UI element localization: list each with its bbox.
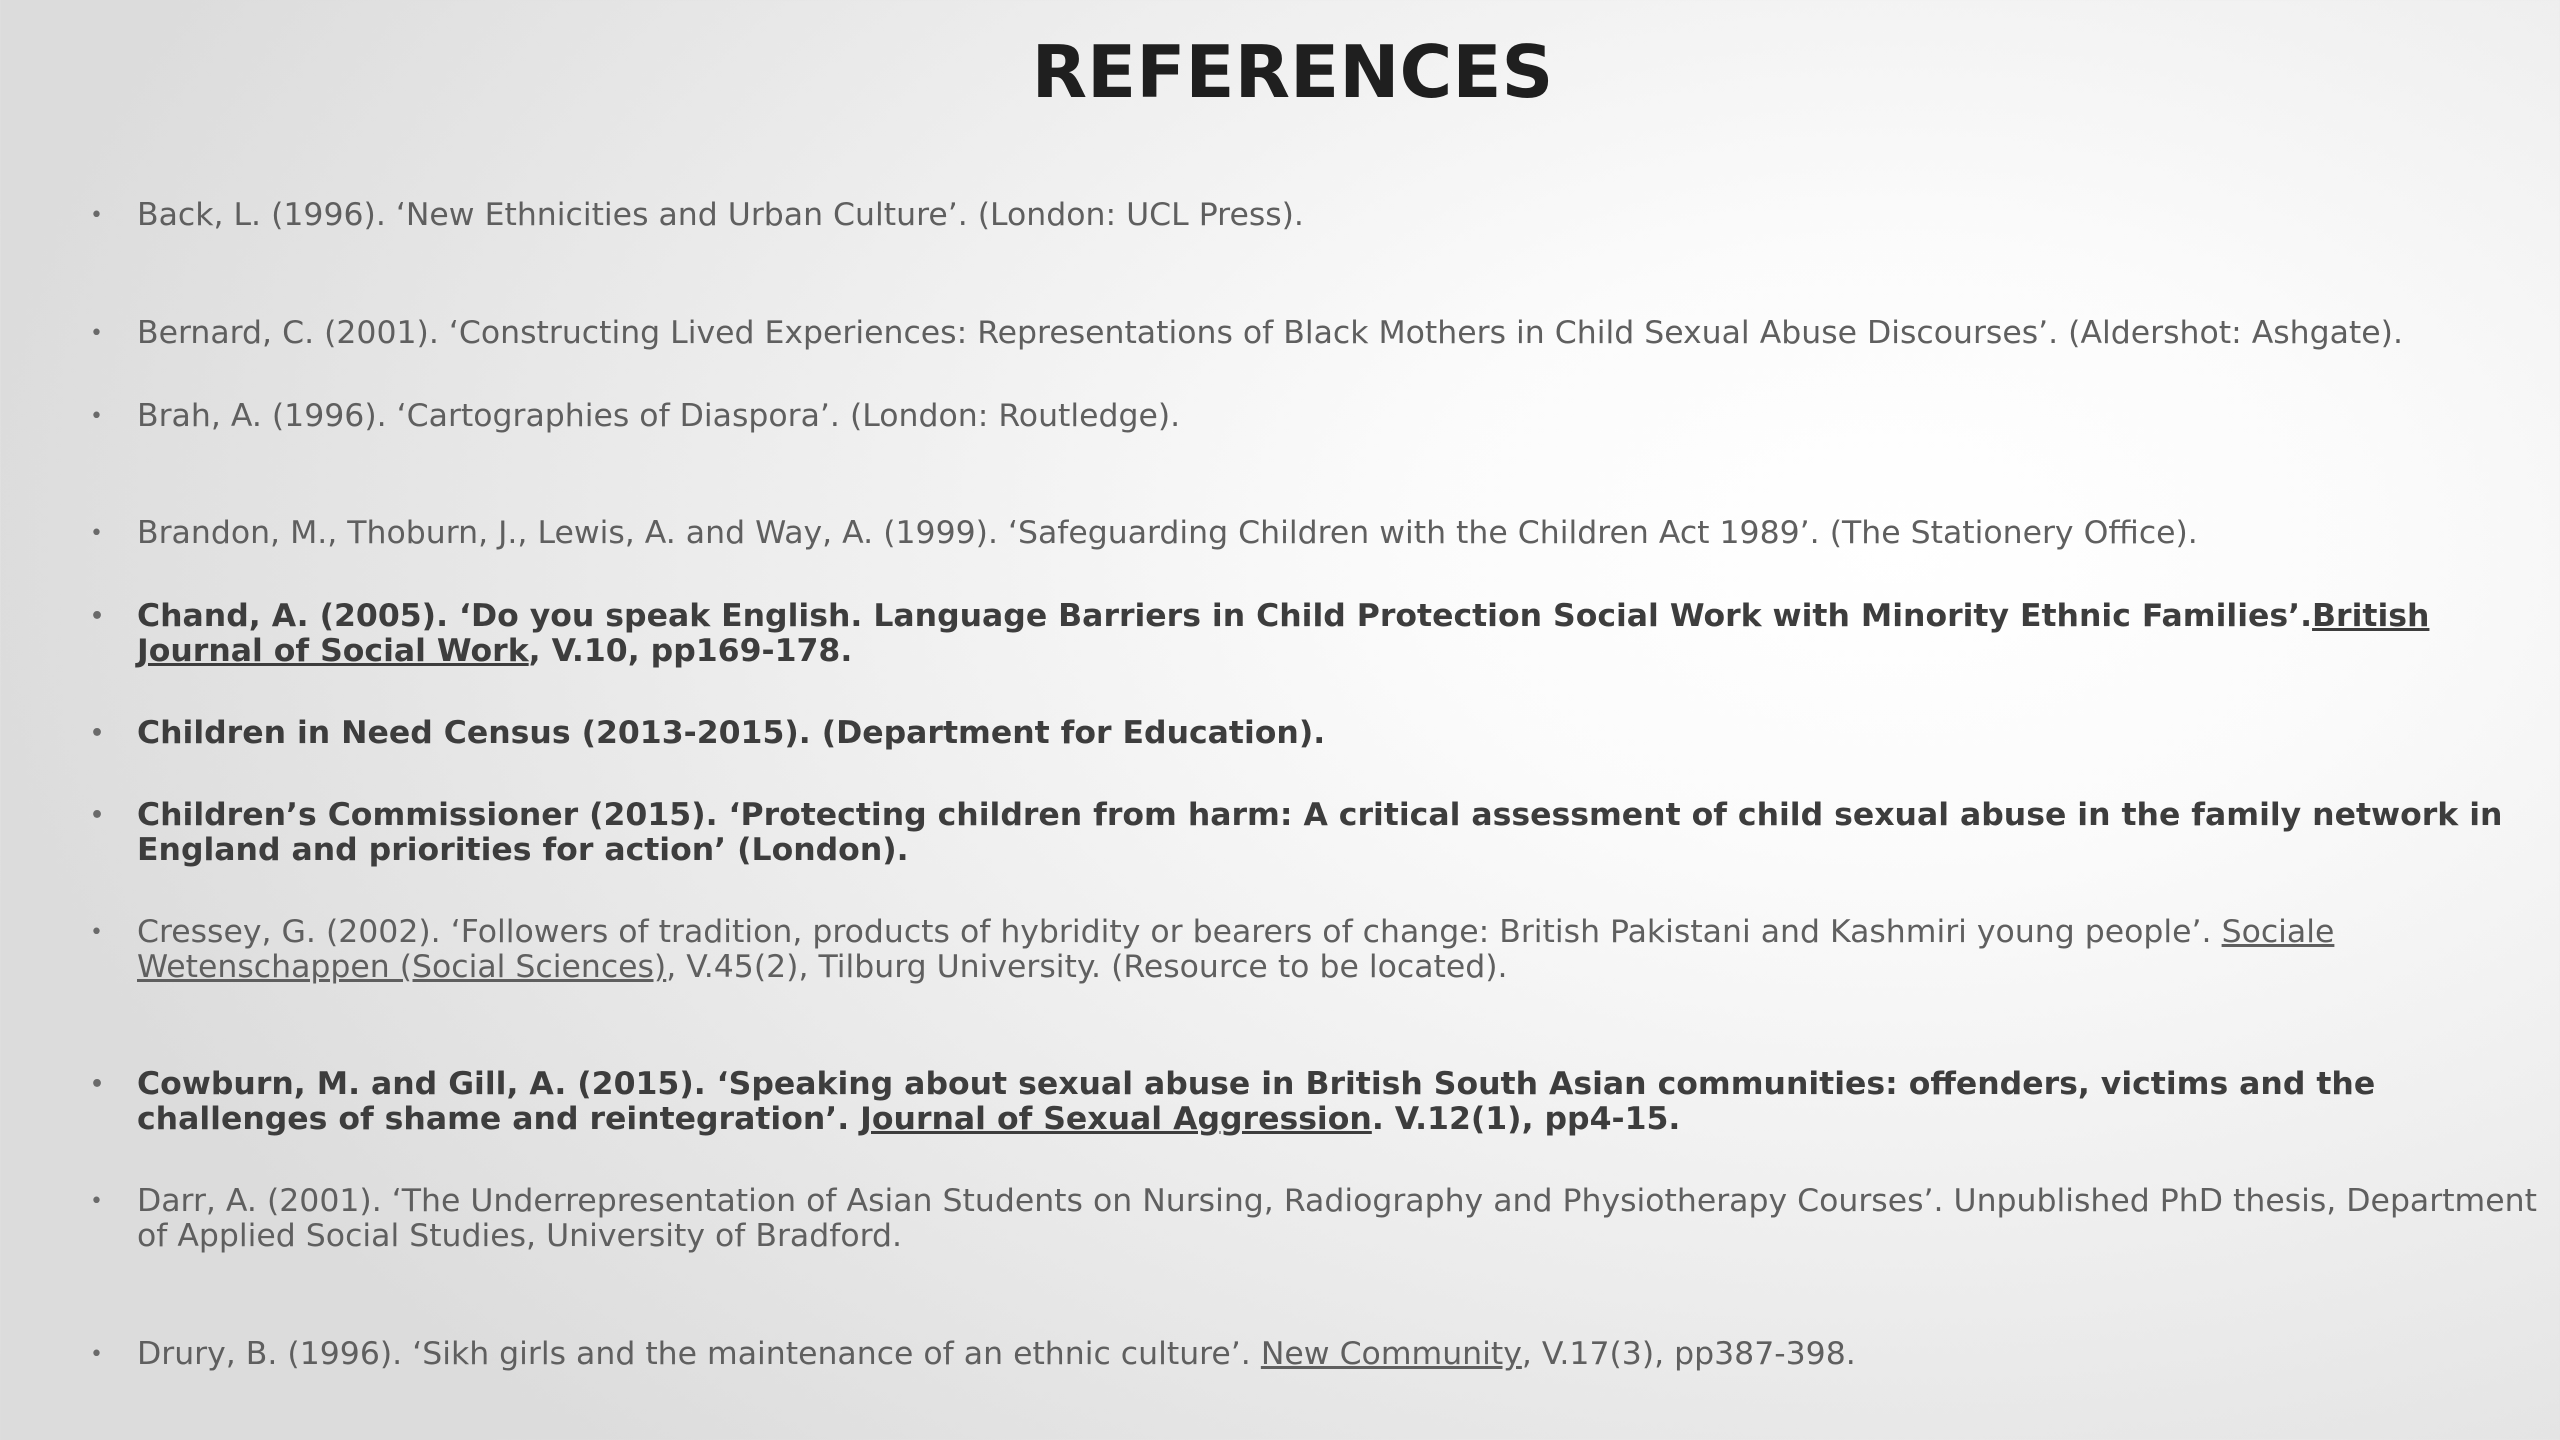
reference-text: . V.12(1), pp4-15. xyxy=(1371,1101,1681,1137)
reference-item xyxy=(137,516,2537,551)
reference-text: Drury, B. (1996). ‘Sikh girls and the maintenance of an ethnic culture’. xyxy=(137,1336,1261,1372)
reference-text: Chand, A. (2005). ‘Do you speak English. Language Barriers in Child Protection Social Work with Minority Ethnic Families’. xyxy=(137,598,2313,634)
reference-item xyxy=(137,399,2537,434)
page-title: REFERENCES xyxy=(1031,30,1554,114)
reference-text: Darr, A. (2001). ‘The Underrepresentation of Asian Students on Nursing, Radiography and Physiotherapy Courses’. Unpublished PhD thesis, Department of Applied Social Studies, University of Bradford. xyxy=(137,1183,2537,1254)
reference-text: , V.45(2), Tilburg University. (Resource to be located). xyxy=(666,949,1508,985)
reference-text: Children in Need Census (2013-2015). (Department for Education). xyxy=(137,715,1326,751)
reference-text: Cowburn, M. and Gill, A. (2015). ‘Speaking about sexual abuse in British South Asian communities: offenders, victims and the challenges of shame and reintegration’. xyxy=(137,1066,2376,1137)
reference-item xyxy=(137,798,2537,868)
reference-item xyxy=(137,716,2537,751)
reference-item xyxy=(137,198,2537,233)
journal-title: Journal of Sexual Aggression xyxy=(860,1101,1372,1137)
reference-item xyxy=(137,915,2537,985)
reference-item xyxy=(137,1067,2537,1137)
reference-item xyxy=(137,1337,2537,1372)
reference-item xyxy=(137,599,2537,669)
journal-title: British Journal of Social Work xyxy=(137,598,2430,669)
reference-text: Back, L. (1996). ‘New Ethnicities and Urban Culture’. (London: UCL Press). xyxy=(137,197,1304,233)
reference-text: Bernard, C. (2001). ‘Constructing Lived Experiences: Representations of Black Mothers in Child Sexual Abuse Discourses’. (Aldershot: Ashgate). xyxy=(137,315,2403,351)
journal-title: New Community xyxy=(1260,1336,1522,1372)
reference-item xyxy=(137,316,2537,351)
reference-text: Brah, A. (1996). ‘Cartographies of Diaspora’. (London: Routledge). xyxy=(137,398,1181,434)
reference-text: Cressey, G. (2002). ‘Followers of tradition, products of hybridity or bearers of change: British Pakistani and Kashmiri young people’. xyxy=(137,914,2222,950)
reference-text: Brandon, M., Thoburn, J., Lewis, A. and Way, A. (1999). ‘Safeguarding Children with the Children Act 1989’. (The Stationery Office). xyxy=(137,515,2198,551)
reference-item xyxy=(137,1184,2537,1254)
reference-text: , V.10, pp169-178. xyxy=(528,633,853,669)
journal-title: Sociale Wetenschappen (Social Sciences) xyxy=(137,914,2335,985)
reference-text: , V.17(3), pp387-398. xyxy=(1521,1336,1856,1372)
reference-text: Children’s Commissioner (2015). ‘Protecting children from harm: A critical assessment of child sexual abuse in the family network in England and priorities for action’ (London). xyxy=(137,797,2503,868)
